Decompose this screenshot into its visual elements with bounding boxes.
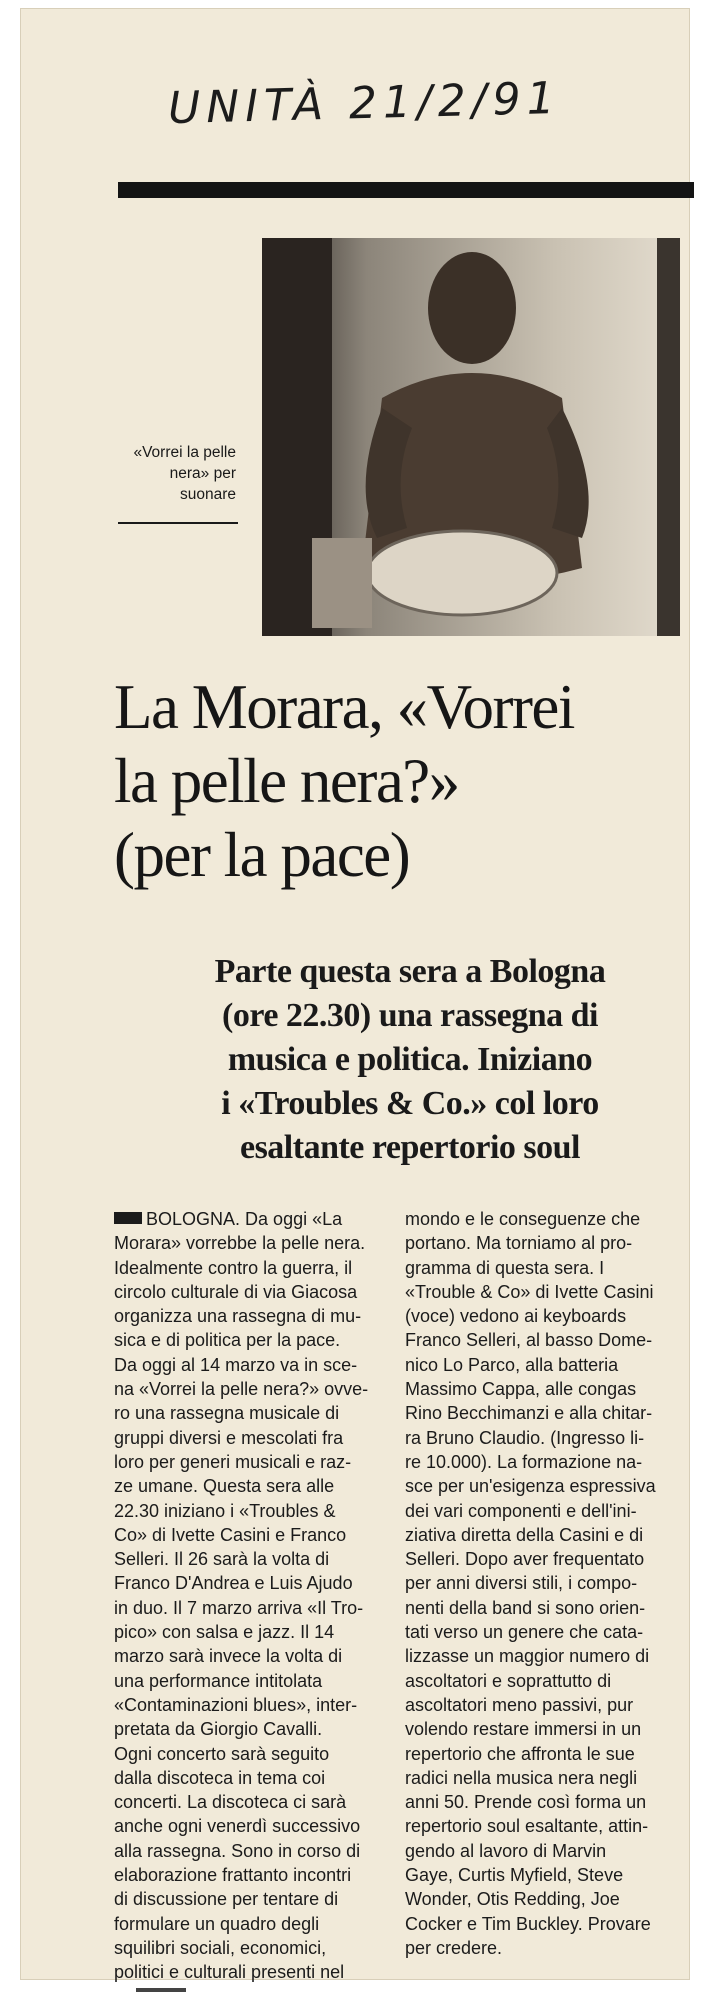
article-line: Morara» vorrebbe la pelle nera. [114,1233,366,1254]
article-line: ascoltatori e soprattutto di [405,1670,612,1691]
article-line: ra Bruno Claudio. (Ingresso li- [405,1427,645,1448]
caption-line: suonare [179,486,236,503]
article-line: elaborazione frattanto incontri [114,1865,352,1886]
article-line: Co» di Ivette Casini e Franco [114,1524,347,1545]
dateline-marker [114,1212,142,1224]
subheadline [150,950,670,1170]
article-line: ze umane. Questa sera alle [114,1476,335,1497]
caption-line: nera» per [169,465,236,482]
article-line: Gaye, Curtis Myfield, Steve [405,1865,624,1886]
article-line: gendo al lavoro di Marvin [405,1840,607,1861]
article-line: anche ogni venerdì successivo [114,1816,361,1837]
bottom-edge-mark [136,1988,186,1992]
headline-line: La Morara, «Vorrei [114,672,574,742]
article-line: sica e di politica per la pace. [114,1330,341,1351]
article-line: Da oggi «La [245,1209,343,1229]
article-line: gramma di questa sera. I [405,1257,605,1278]
article-line: Cocker e Tim Buckley. Provare [405,1913,651,1934]
article-line: ro una rassegna musicale di [114,1403,340,1424]
article-line: mondo e le conseguenze che [405,1209,641,1229]
caption-rule [118,522,238,524]
headline-line: (per la pace) [114,820,410,890]
article-line: circolo culturale di via Giacosa [114,1281,358,1302]
article-line: marzo sarà invece la volta di [114,1646,343,1667]
article-line: concerti. La discoteca ci sarà [114,1792,347,1813]
article-line: in duo. Il 7 marzo arriva «Il Tro- [114,1597,364,1618]
subhead-line: i «Troubles & Co.» col loro [221,1085,599,1122]
article-line: «Contaminazioni blues», inter- [114,1694,358,1715]
article-line: Franco D'Andrea e Luis Ajudo [114,1573,353,1594]
article-line: per anni diversi stili, i compo- [405,1573,638,1594]
article-left-column [114,1207,382,1985]
top-rule [118,182,694,198]
article-right-column [405,1207,677,1960]
article-line: sce per un'esigenza espressiva [405,1476,656,1497]
article-line: nenti della band si sono orien- [405,1597,646,1618]
article-line: 22.30 iniziano i «Troubles & [114,1500,336,1521]
article-line: pico» con salsa e jazz. Il 14 [114,1622,335,1643]
article-line: Da oggi al 14 marzo va in sce- [114,1354,358,1375]
article-line: pretata da Giorgio Cavalli. [114,1719,323,1740]
article-line: ziativa diretta della Casini e di [405,1524,644,1545]
headline [114,670,694,892]
article-line: dei vari componenti e dell'ini- [405,1500,637,1521]
article-line: una performance intitolata [114,1670,323,1691]
article-line: Franco Selleri, al basso Dome- [405,1330,653,1351]
article-line: Selleri. Il 26 sarà la volta di [114,1549,330,1570]
article-line: organizza una rassegna di mu- [114,1306,362,1327]
article-line: formulare un quadro degli [114,1913,320,1934]
article-line: repertorio soul esaltante, attin- [405,1816,649,1837]
article-line: Selleri. Dopo aver frequentato [405,1549,645,1570]
article-line: tati verso un genere che cata- [405,1622,644,1643]
article-line: di discussione per tentare di [114,1889,339,1910]
article-line: gruppi diversi e mescolati fra [114,1427,344,1448]
article-line: dalla discoteca in tema coi [114,1767,326,1788]
subhead-line: Parte questa sera a Bologna [214,953,606,990]
article-line: Rino Becchimanzi e alla chitar- [405,1403,653,1424]
article-line: loro per generi musicali e raz- [114,1451,352,1472]
article-line: radici nella musica nera negli [405,1767,638,1788]
dateline-line [114,1207,382,1231]
article-line: Wonder, Otis Redding, Joe [405,1889,620,1910]
photo-caption [118,442,236,505]
handwritten-note: UNITÀ 21/2/91 [167,72,562,135]
article-line: Massimo Cappa, alle congas [405,1379,637,1400]
article-line: lizzasse un maggior numero di [405,1646,650,1667]
article-line: per credere. [405,1937,503,1958]
article-line: nico Lo Parco, alla batteria [405,1354,619,1375]
article-line: volendo restare immersi in un [405,1719,642,1740]
article-line: alla rassegna. Sono in corso di [114,1840,361,1861]
article-line: Ogni concerto sarà seguito [114,1743,330,1764]
dateline: BOLOGNA. [146,1209,241,1229]
article-line: repertorio che affronta le sue [405,1743,635,1764]
article-line: squilibri sociali, economici, [114,1937,327,1958]
subhead-line: (ore 22.30) una rassegna di [222,997,598,1034]
article-line: «Trouble & Co» di Ivette Casini [405,1281,654,1302]
article-line: Idealmente contro la guerra, il [114,1257,353,1278]
article-line: politici e culturali presenti nel [114,1962,345,1983]
article-line: na «Vorrei la pelle nera?» ovve- [114,1379,369,1400]
drummer-photo-illustration [262,238,680,636]
subhead-line: esaltante repertorio soul [239,1129,581,1166]
subhead-line: musica e politica. Iniziano [227,1041,593,1078]
article-line: (voce) vedono ai keyboards [405,1306,627,1327]
article-line: anni 50. Prende così forma un [405,1792,647,1813]
article-line: re 10.000). La formazione na- [405,1451,643,1472]
article-photo [262,238,680,636]
article-line: portano. Ma torniamo al pro- [405,1233,633,1254]
caption-line: «Vorrei la pelle [133,444,236,461]
headline-line: la pelle nera?» [114,746,459,816]
article-line: ascoltatori meno passivi, pur [405,1694,634,1715]
